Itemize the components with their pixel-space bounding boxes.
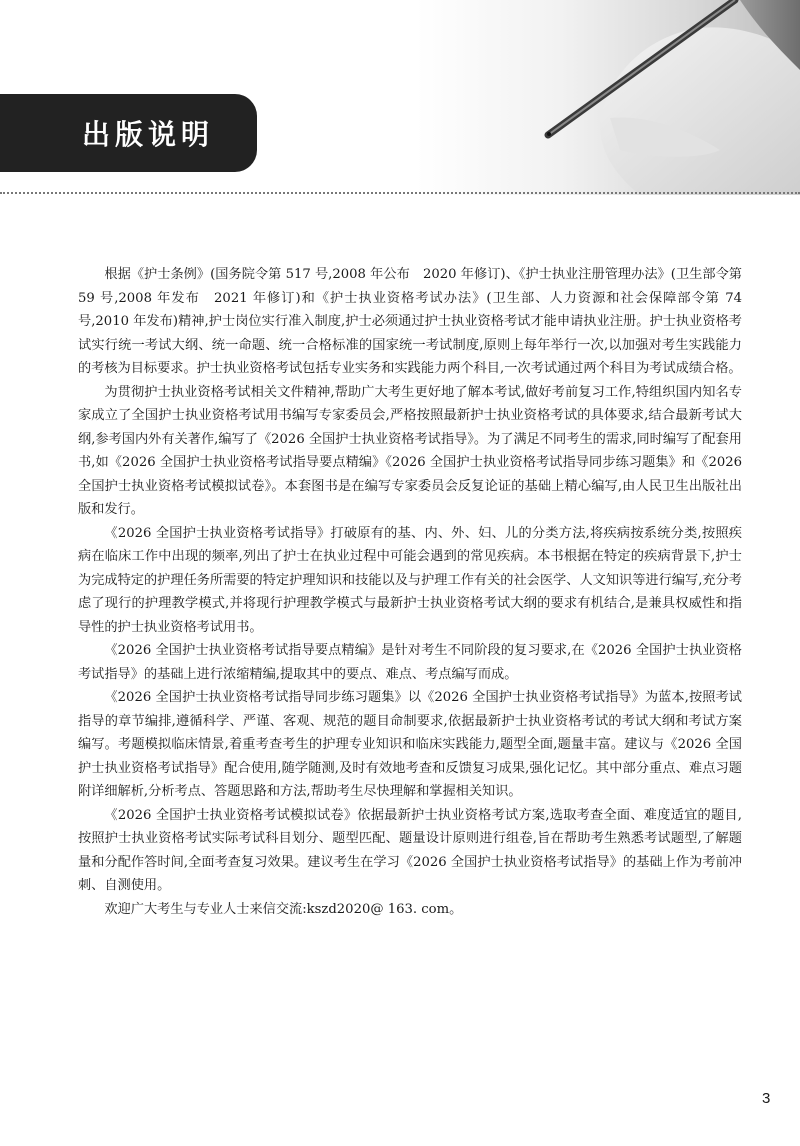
paragraph: 为贯彻护士执业资格考试相关文件精神,帮助广大考生更好地了解本考试,做好考前复习工作,特组织国内知名专家成立了全国护士执业资格考试用书编写专家委员会,严格按照最新护士执业资格考试的具体要求,结合最新考试大纲,参考国内外有关著作,编写了《2026 全国护士执业资格考试指导》。为了满足不同考生的需求,同时编写了配套用书,如《2026 全国护士执业资格考试指导要点精编》《2026 全国护士执业资格考试指导同步练习题集》和《2026 全国护士执业资格考试模拟试卷》。本套图书是在编写专家委员会反复论证的基础上精心编写,由人民卫生出版社出版和发行。 bbox=[78, 384, 742, 517]
paragraph: 《2026 全国护士执业资格考试指导》打破原有的基、内、外、妇、儿的分类方法,将疾病按系统分类,按照疾病在临床工作中出现的频率,列出了护士在执业过程中可能会遇到的常见疾病。本书根据在特定的疾病背景下,护士为完成特定的护理任务所需要的特定护理知识和技能以及与护理工作有关的社会医学、人文知识等进行编写,充分考虑了现行的护理教学模式,并将现行护理教学模式与最新护士执业资格考试大纲的要求有机结合,是兼具权威性和指导性的护士执业资格考试用书。 bbox=[78, 525, 742, 635]
paragraph: 《2026 全国护士执业资格考试指导要点精编》是针对考生不同阶段的复习要求,在《2026 全国护士执业资格考试指导》的基础上进行浓缩精编,提取其中的要点、难点、考点编写而成。 bbox=[78, 643, 742, 682]
contact-paragraph: 欢迎广大考生与专业人士来信交流:kszd2020@ 163. com。 bbox=[104, 901, 463, 917]
body-text bbox=[78, 263, 742, 921]
header-divider bbox=[0, 192, 800, 194]
paragraph: 《2026 全国护士执业资格考试模拟试卷》依据最新护士执业资格考试方案,选取考查全面、难度适宜的题目,按照护士执业资格考试实际考试科目划分、题型匹配、题量设计原则进行组卷,旨在帮助考生熟悉考试题型,了解题量和分配作答时间,全面考查复习效果。建议考生在学习《2026 全国护士执业资格考试指导》的基础上作为考前冲刺、自测使用。 bbox=[78, 807, 742, 893]
paragraph: 根据《护士条例》(国务院令第 517 号,2008 年公布 2020 年修订)、《护士执业注册管理办法》(卫生部令第 59 号,2008 年发布 2021 年修订)和《护士执业资格考试办法》(卫生部、人力资源和社会保障部令第 74 号,2010 年发布)精神,护士岗位实行准入制度,护士必须通过护士执业资格考试才能申请执业注册。护士执业资格考试实行统一考试大纲、统一命题、统一合格标准的国家统一考试制度,原则上每年举行一次,以加强对考生实践能力的考核为目标要求。护士执业资格考试包括专业实务和实践能力两个科目,一次考试通过两个科目为考试成绩合格。 bbox=[78, 267, 742, 376]
page-number: 3 bbox=[762, 1090, 771, 1107]
page-title: 出版说明 bbox=[82, 118, 215, 151]
section-title-tab bbox=[0, 94, 257, 172]
paragraph: 《2026 全国护士执业资格考试指导同步练习题集》以《2026 全国护士执业资格考试指导》为蓝本,按照考试指导的章节编排,遵循科学、严谨、客观、规范的题目命制要求,依据最新护士执业资格考试的考试大纲和考试方案编写。考题模拟临床情景,着重考查考生的护理专业知识和临床实践能力,题型全面,题量丰富。建议与《2026 全国护士执业资格考试指导》配合使用,随学随测,及时有效地考查和反馈复习成果,强化记忆。其中部分重点、难点习题附详细解析,分析考点、答题思路和方法,帮助考生尽快理解和掌握相关知识。 bbox=[78, 690, 742, 799]
